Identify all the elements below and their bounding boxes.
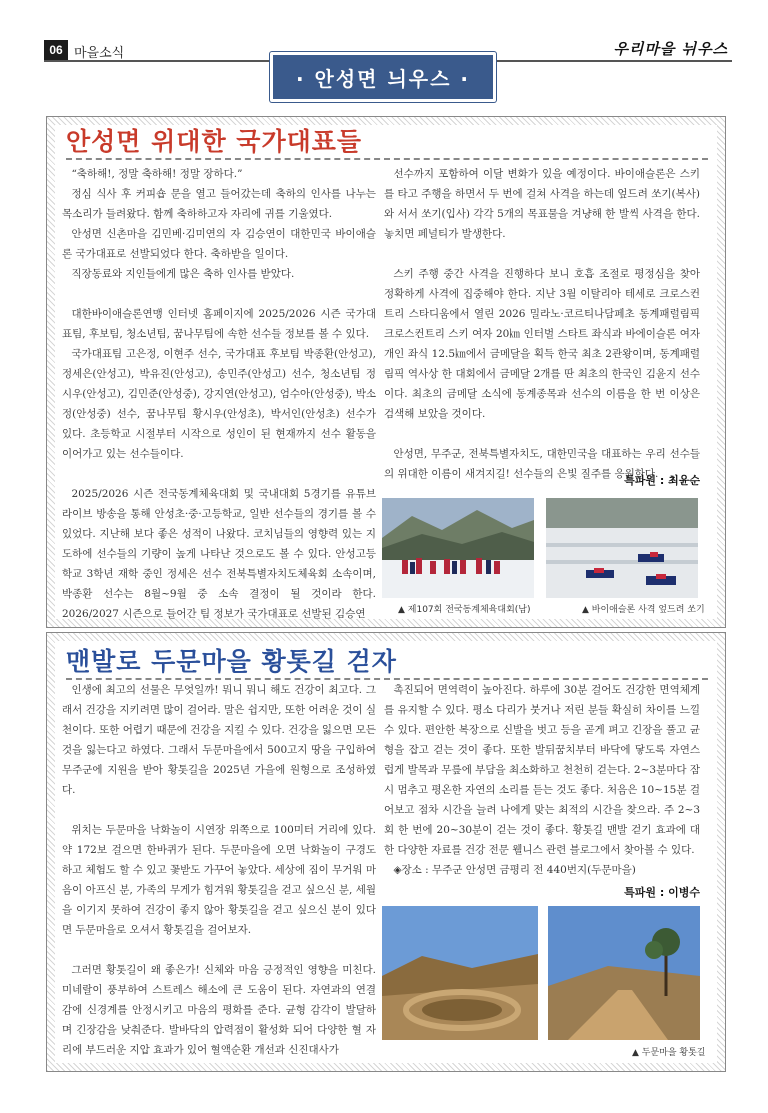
paragraph: 안성면, 무주군, 전북특별자치도, 대한민국을 대표하는 우리 선수들의 위대한 이름이 새겨지길! 선수들의 은빛 질주를 응원한다. [384,448,700,480]
article2-col2 [384,680,700,880]
paragraph: 2025/2026 시즌 전국동계체육대회 및 국내대회 5경기를 유튜브 라이브 방송을 통해 안성초·중·고등학교, 일반 선수들의 경기를 볼 수 있었다. 지난해 보다 좋은 성적이 나왔다. 코치님들의 영향력 있는 지도하에 선수들의 기량이 높게 나타난 것으로도 볼 수 있다. 안성고등학교 3학년 재학 중인 정세은 선수 전북특별자치도체육회 소속이며, 박종환 선수는 8월~9월 중 소속 결정이 될 것이라 한다. 2026/2027 시즌으로 들어간 팀 정보가 국가대표로 선발된 김승연 [62,488,376,620]
paragraph: 정심 식사 후 커피숍 문을 열고 들어갔는데 축하의 인사를 나누는 목소리가 들려왔다. 함께 축하하고자 자리에 귀를 기울였다. [62,188,376,220]
paragraph: 직장동료와 지인들에게 많은 축하 인사를 받았다. [71,268,295,280]
paragraph: 안성면 신촌마을 김민베·김미연의 자 김승연이 대한민국 바이애슬론 국가대표로 선발되었다 한다. 축하받을 일이다. [62,228,376,260]
biathlon-shooting-photo [546,498,698,598]
paragraph: “축하해!, 정말 축하해! 정말 장하다.” [71,168,243,180]
paragraph: 촉진되어 면역력이 높아진다. 하루에 30분 걸어도 건강한 면역체계를 유지할 수 있다. 평소 다리가 붓거나 저린 분들 확실히 차이를 느낄 수 있다. 편안한 복장으로 신발을 벗고 등을 곧게 펴고 긴장을 풀고 균형을 잡고 걷는 것이 좋다. 또한 발뒤꿈치부터 바닥에 닿도록 자연스럽게 발목과 무릎에 부담을 최소화하고 천천히 걷는다. 2~3분마다 잠시 멈추고 평온한 자연의 소리를 듣는 것도 좋다. 처음은 10~15분 걸어보고 점차 시간을 늘려 나에게 맞는 최적의 시간을 찾으라. 주 2~3회 한 번에 20~30분이 걷는 것이 좋다. 황톳길 맨발 걷기 효과에 대한 다양한 자료를 건강 전문 웰니스 관련 블로그에서 찾아볼 수 있다. [384,684,700,856]
paragraph: 국가대표팀 고은정, 이현주 선수, 국가대표 후보팀 박종환(안성고), 정세은(안성고), 박유진(안성고), 송민주(안성고) 선수, 청소년팀 정시우(안성고), 김민준(안성중), 강지연(안성고), 엄수아(안성중), 박소정(안성중) 선수, 꿈나무팀 황시우(안성초), 박서인(안성초) 선수가 있다. 초등학교 시절부터 시작으로 성인이 된 현재까지 선수 활동을 이어가고 있는 선수들이다. [62,348,376,460]
section-banner: · 안성면 늬우스 · [270,52,496,102]
paragraph: 선수까지 포함하여 이달 변화가 있을 예정이다. 바이애슬론은 스키를 타고 주행을 하면서 두 번에 걸쳐 사격을 하는데 엎드려 쏘기(복사)와 서서 쏘기(입사) 각각 5개의 목표물을 겨냥해 한 발씩 사격을 한다. 놓치면 페널티가 발생한다. [384,168,700,240]
article1-reporter: 특파원 : 최윤순 [624,474,700,487]
paragraph: 스키 주행 중간 사격을 진행하다 보니 호흡 조절로 평정심을 찾아 정확하게 사격에 집중해야 한다. 지난 3월 이탈리아 테세로 크로스컨트리 스타디움에서 열린 2026 밀라노·코르티나담페초 동계패럴림픽 크로스컨트리 스키 여자 20㎞ 인터벌 스타트 좌식과 바에이슬론 여자 개인 좌식 12.5㎞에서 금메달을 획득 한국 최초 2관왕이며, 동계패럴림픽 역사상 한 대회에서 금메달 2개를 딴 최초의 한국인 김윤지 선수이다. 최초의 금메달 소식에 동계종목과 선수의 이름을 한 번 이상은 검색해 보았을 것이다. [384,268,700,420]
paragraph: 인생에 최고의 선물은 무엇일까! 뭐니 뭐니 해도 건강이 최고다. 그래서 건강을 지키려면 많이 걸어라. 말은 쉽지만, 또한 어려운 것이 실천이다. 또한 어렵기 때문에 건강을 지킬 수 있다. 건강을 잃으면 모든 것을 잃는다고 하였다. 그래서 두문마을에서 500고지 땅을 구입하여 무주군에 지원을 받아 황톳길을 2025년 가을에 원형으로 조성하였다. [62,684,376,796]
photo-caption: ▲ 제107회 전국동계체육대회(남) [398,605,531,615]
article1-title-rule [66,158,708,160]
paragraph: 대한바이애슬론연맹 인터넷 홈페이지에 2025/2026 시즌 국가대표팀, 후보팀, 청소년팀, 꿈나무팀에 속한 선수들 정보를 볼 수 있다. [62,308,376,340]
photo-caption: ▲ 두문마을 황톳길 [632,1048,706,1058]
photo-caption: ▲ 바이애슬론 사격 엎드려 쏘기 [582,605,705,615]
article1-title: 안성면 위대한 국가대표들 [66,127,363,156]
ski-race-photo [382,498,534,598]
paragraph: 위치는 두문마을 낙화놀이 시연장 위쪽으로 100미터 거리에 있다. 약 172보 걸으면 한바퀴가 된다. 두문마을에 오면 낙화놀이 구경도 하고 체험도 할 수 있고 꽃받도 가꾸어 놓았다. 세상에 짐이 무거워 마음이 아프신 분, 가족의 무게가 힘겨워 황톳길을 걷고 싶으신 분, 세월을 이기지 못하여 건강이 좋지 않아 황톳길을 걷고 싶으신 분이 있다면 두문마을로 오셔서 황톳길을 걸어보자. [62,824,376,936]
article2-reporter: 특파원 : 이병수 [624,886,700,899]
article2-title: 맨발로 두문마을 황톳길 걷자 [66,647,397,676]
hillside-path-photo [548,906,700,1040]
paragraph: ◈장소 : 무주군 안성면 금평리 전 440번지(두문마을) [393,864,636,876]
newsletter-brand: 우리마을 뉘우스 [613,40,728,58]
paragraph: 그러면 황톳길이 왜 좋은가! 신체와 마음 긍정적인 영향을 미친다. 미네랄이 풍부하여 스트레스 해소에 큰 도움이 된다. 자연과의 연결감에 신경계를 안정시키고 마음의 평화를 준다. 균형 감각이 발달하며 긴장감을 낮춰준다. 발바닥의 압력점이 활성화 되어 다양한 혈 자리에 부드러운 지압 효과가 있어 혈액순환 개선과 신진대사가 [62,964,376,1056]
section-label: 마을소식 [74,46,125,61]
article1-col2 [384,164,700,484]
page-number: 06 [44,40,68,60]
article1-col1 [62,164,376,624]
article2-col1 [62,680,376,1060]
red-clay-path-photo [382,906,538,1040]
